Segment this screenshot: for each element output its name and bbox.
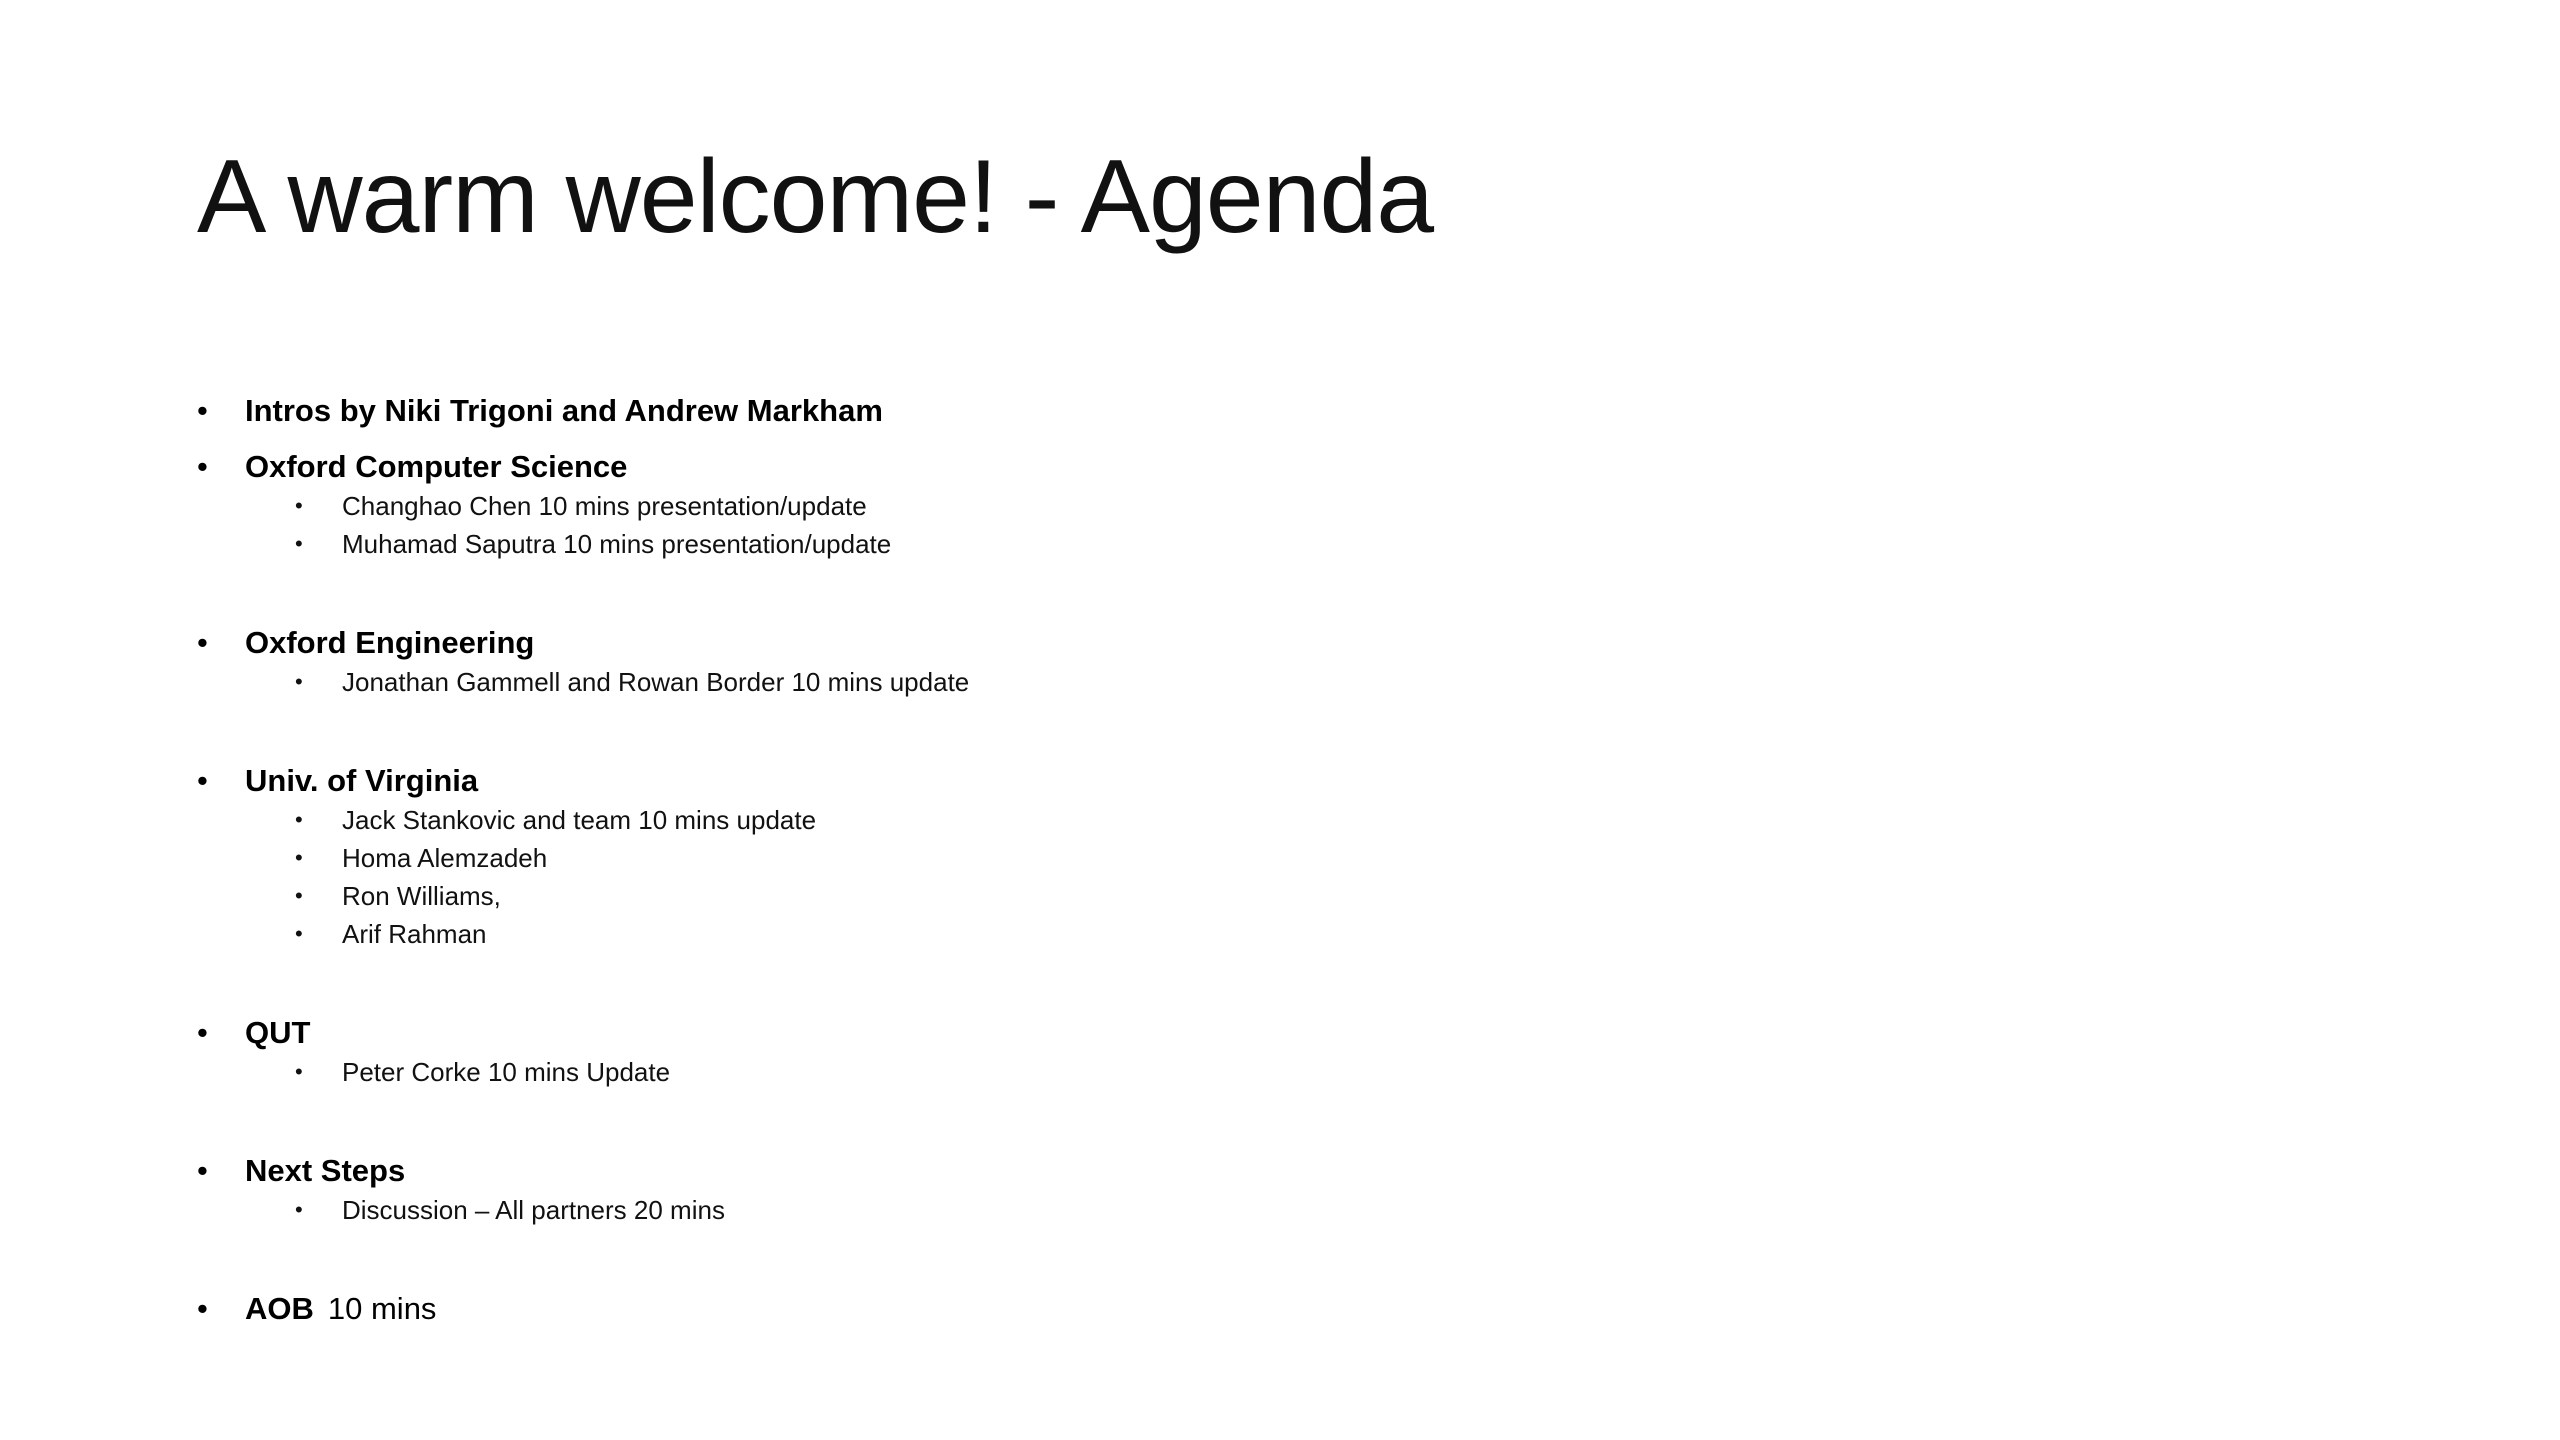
agenda-item-label: Intros by Niki Trigoni and Andrew Markham xyxy=(245,393,883,428)
agenda-subitem: • Changhao Chen 10 mins presentation/update xyxy=(342,487,2097,525)
agenda-subitem-list xyxy=(245,487,2097,563)
agenda-item-heading xyxy=(245,383,2097,439)
agenda-item-univ-virginia xyxy=(197,753,2097,953)
agenda-item-label: Oxford Engineering xyxy=(245,625,535,660)
agenda-item-qut xyxy=(197,1005,2097,1091)
agenda-subitem-list xyxy=(245,663,2097,701)
agenda-item-oxford-cs xyxy=(197,439,2097,563)
agenda-subitem: • Arif Rahman xyxy=(342,915,2097,953)
agenda-item-label: QUT xyxy=(245,1015,311,1050)
agenda-item-next-steps xyxy=(197,1143,2097,1229)
agenda-subitem: • Ron Williams, xyxy=(342,877,2097,915)
slide-title: A warm welcome! - Agenda xyxy=(197,139,1434,255)
agenda-subitem-list xyxy=(245,801,2097,953)
agenda-item-intros xyxy=(197,383,2097,439)
agenda-list xyxy=(197,383,2097,1337)
agenda-item-heading xyxy=(245,1281,2097,1337)
agenda-subitem-list xyxy=(245,1191,2097,1229)
agenda-subitem: • Peter Corke 10 mins Update xyxy=(342,1053,2097,1091)
agenda-item-label: Oxford Computer Science xyxy=(245,449,628,484)
agenda-subitem-list xyxy=(245,1053,2097,1091)
agenda-item-oxford-engineering xyxy=(197,615,2097,701)
agenda-subitem: • Discussion – All partners 20 mins xyxy=(342,1191,2097,1229)
agenda-subitem: • Muhamad Saputra 10 mins presentation/update xyxy=(342,525,2097,563)
agenda-item-aob xyxy=(197,1281,2097,1337)
agenda-item-label: Univ. of Virginia xyxy=(245,763,479,798)
agenda-item-label: AOB xyxy=(245,1291,314,1326)
agenda-item-label: Next Steps xyxy=(245,1153,406,1188)
agenda-subitem: • Jack Stankovic and team 10 mins update xyxy=(342,801,2097,839)
agenda-item-duration: 10 mins xyxy=(327,1291,437,1326)
agenda-subitem: • Homa Alemzadeh xyxy=(342,839,2097,877)
agenda-subitem: • Jonathan Gammell and Rowan Border 10 mins update xyxy=(342,663,2097,701)
